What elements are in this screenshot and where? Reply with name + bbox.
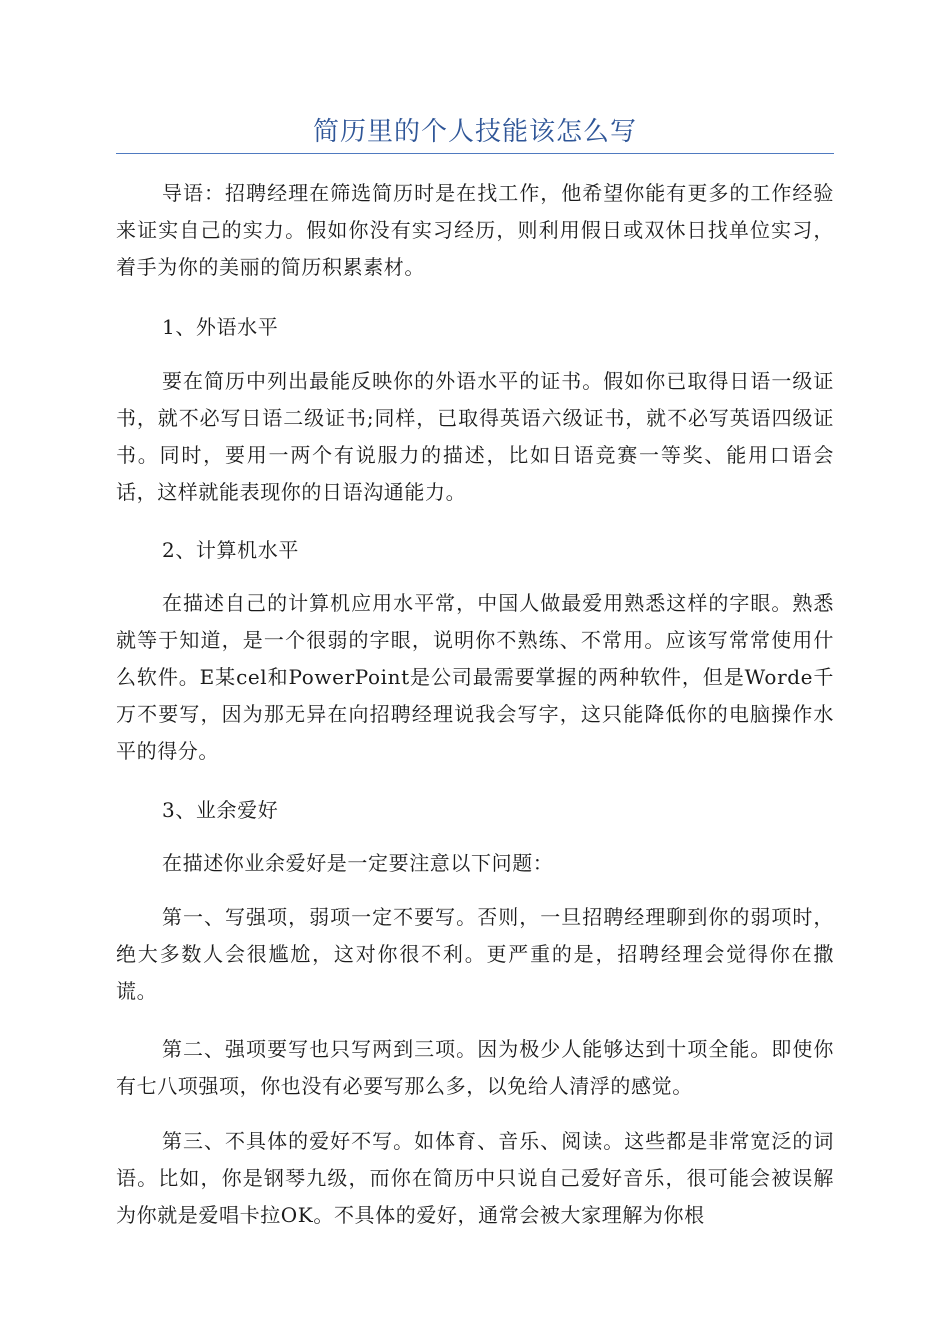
title-underline bbox=[116, 153, 834, 154]
section-heading-foreign-language: 1、外语水平 bbox=[162, 315, 279, 339]
paragraph-hobbies-point-1: 第一、写强项，弱项一定不要写。否则，一旦招聘经理聊到你的弱项时，绝大多数人会很尴尬，这对你很不利。更严重的是，招聘经理会觉得你在撒谎。 bbox=[116, 905, 834, 1003]
paragraph-computer: 在描述自己的计算机应用水平常，中国人做最爱用熟悉这样的字眼。熟悉就等于知道，是一个很弱的字眼，说明你不熟练、不常用。应该写常常使用什么软件。E某cel和PowerPoint是公司最需要掌握的两种软件，但是Worde千万不要写，因为那无异在向招聘经理说我会写字，这只能降低你的电脑操作水平的得分。 bbox=[116, 591, 834, 763]
section-heading-computer: 2、计算机水平 bbox=[162, 538, 299, 562]
intro-paragraph: 导语：招聘经理在筛选简历时是在找工作，他希望你能有更多的工作经验来证实自己的实力。假如你没有实习经历，则利用假日或双休日找单位实习，着手为你的美丽的简历积累素材。 bbox=[116, 181, 834, 279]
section-heading-hobbies: 3、业余爱好 bbox=[162, 798, 279, 822]
paragraph-hobbies-intro: 在描述你业余爱好是一定要注意以下问题： bbox=[162, 851, 554, 875]
paragraph-foreign-language: 要在简历中列出最能反映你的外语水平的证书。假如你已取得日语一级证书，就不必写日语二级证书;同样，已取得英语六级证书，就不必写英语四级证书。同时，要用一两个有说服力的描述，比如日语竞赛一等奖、能用口语会话，这样就能表现你的日语沟通能力。 bbox=[116, 369, 834, 504]
paragraph-hobbies-point-2: 第二、强项要写也只写两到三项。因为极少人能够达到十项全能。即使你有七八项强项，你也没有必要写那么多，以免给人清浮的感觉。 bbox=[116, 1037, 834, 1098]
document-title: 简历里的个人技能该怎么写 bbox=[312, 117, 637, 147]
paragraph-hobbies-point-3: 第三、不具体的爱好不写。如体育、音乐、阅读。这些都是非常宽泛的词语。比如，你是钢琴九级，而你在简历中只说自己爱好音乐，很可能会被误解为你就是爱唱卡拉OK。不具体的爱好，通常会被大家理解为你根 bbox=[116, 1129, 834, 1227]
